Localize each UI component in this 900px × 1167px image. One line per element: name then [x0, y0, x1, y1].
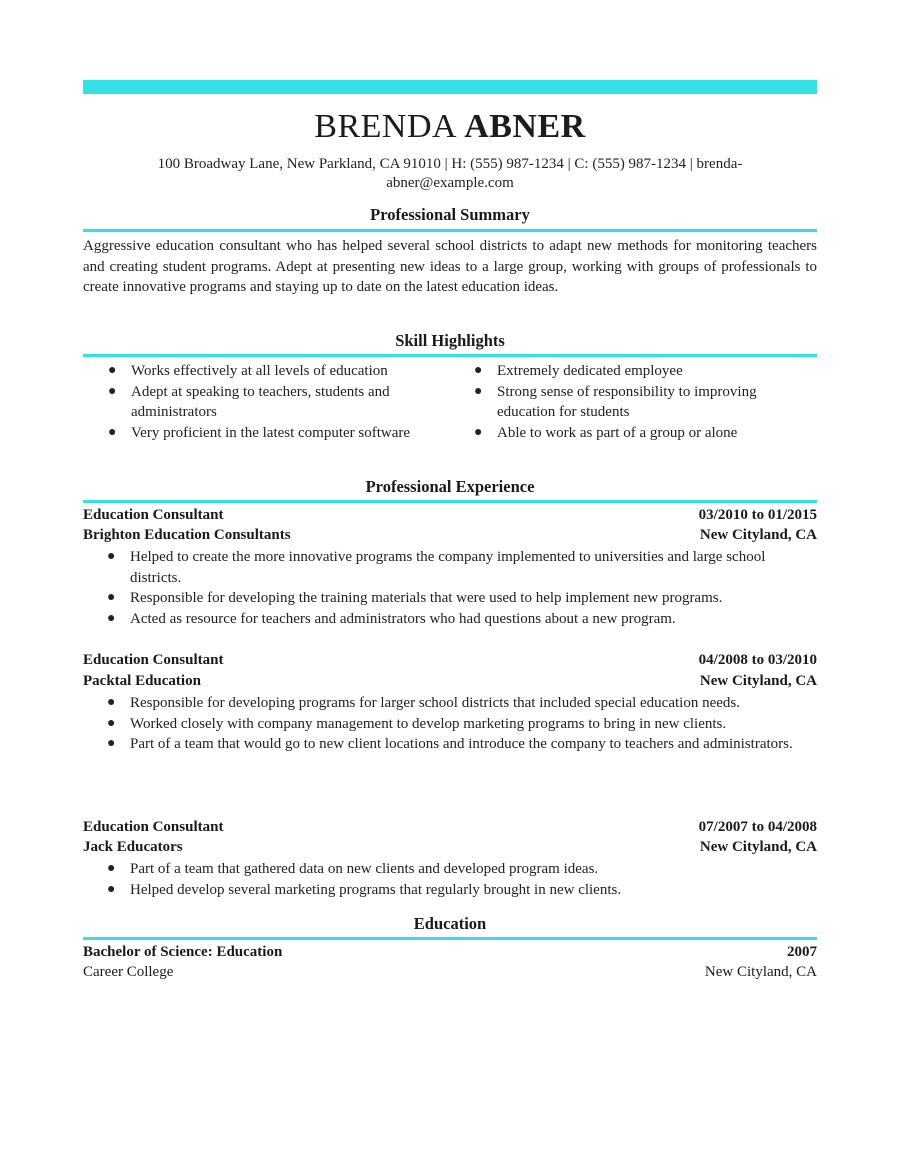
- education-school-row: [83, 964, 817, 984]
- job-company: Jack Educators: [83, 839, 183, 855]
- skills-list-left: [108, 361, 451, 443]
- job-company-row: [83, 839, 817, 859]
- bullet-icon: ●: [107, 861, 116, 876]
- job-company: Brighton Education Consultants: [83, 527, 291, 543]
- contact-line: abner@example.com: [386, 175, 514, 191]
- job-title: Education Consultant: [83, 507, 224, 523]
- list-item: ● Responsible for developing the training materials that were used to help implement new programs.: [130, 588, 810, 609]
- bullet-icon: ●: [107, 736, 116, 751]
- skills-heading: Skill Highlights: [395, 331, 505, 350]
- skill-item: ● Very proficient in the latest computer software: [131, 423, 451, 444]
- skill-item: ● Strong sense of responsibility to improving education for students: [474, 383, 757, 420]
- section-rule: [83, 937, 817, 940]
- bullet-icon: ●: [474, 383, 483, 399]
- bullet-icon: ●: [108, 424, 117, 440]
- job-bullets: [107, 693, 810, 755]
- summary-heading: Professional Summary: [370, 205, 530, 224]
- experience-heading: Professional Experience: [365, 477, 535, 496]
- job-company-row: [83, 673, 817, 693]
- bullet-icon: ●: [107, 715, 116, 731]
- skill-item: ● Works effectively at all levels of education: [131, 361, 451, 382]
- education-degree-row: [83, 944, 817, 964]
- job-title-row: [83, 819, 817, 839]
- list-item: ● Helped to create the more innovative programs the company implemented to universities and large school districts.: [107, 549, 766, 586]
- bullet-icon: ●: [108, 363, 117, 378]
- job-title: Education Consultant: [83, 652, 224, 668]
- accent-bar: [83, 80, 817, 94]
- degree: Bachelor of Science: Education: [83, 944, 283, 960]
- job-dates: 04/2008 to 03/2010: [698, 652, 817, 668]
- list-item: ● Responsible for developing programs for larger school districts that included special education needs.: [130, 693, 810, 714]
- list-item: ● Part of a team that would go to new client locations and introduce the company to teachers and administrators.: [130, 734, 810, 755]
- school-location: New Cityland, CA: [704, 964, 817, 980]
- section-rule: [83, 354, 817, 357]
- job-location: New Cityland, CA: [699, 673, 817, 689]
- bullet-icon: ●: [474, 424, 483, 440]
- contact-info: [108, 155, 792, 193]
- job-company-row: [83, 527, 817, 547]
- summary-text: Aggressive education consultant who has helped several school districts to adapt new methods for monitoring teachers and creating student programs. Adept at presenting new ideas to a large group, working with groups of professionals to create innovative programs and staying up to date on the latest education ideas.: [83, 238, 817, 295]
- graduation-year: 2007: [787, 944, 817, 960]
- school: Career College: [83, 964, 174, 980]
- section-rule: [83, 500, 817, 503]
- job-title-row: [83, 652, 817, 672]
- bullet-icon: ●: [107, 610, 116, 626]
- job-dates: 07/2007 to 04/2008: [698, 819, 817, 835]
- list-item: ● Acted as resource for teachers and administrators who had questions about a new program.: [130, 609, 810, 630]
- skill-item: ● Adept at speaking to teachers, students and administrators: [108, 383, 390, 420]
- job-dates: 03/2010 to 01/2015: [698, 507, 817, 523]
- list-item: ● Helped develop several marketing programs that regularly brought in new clients.: [130, 880, 810, 901]
- job-title-row: [83, 507, 817, 527]
- section-rule: [83, 229, 817, 232]
- job-location: New Cityland, CA: [699, 839, 817, 855]
- education-heading: Education: [413, 914, 487, 933]
- job-bullets: [107, 547, 810, 629]
- bullet-icon: ●: [474, 363, 483, 378]
- list-item: ● Part of a team that gathered data on new clients and developed program ideas.: [130, 859, 810, 880]
- job-location: New Cityland, CA: [699, 527, 817, 543]
- candidate-name: [0, 108, 900, 146]
- bullet-icon: ●: [108, 383, 117, 399]
- bullet-icon: ●: [107, 549, 116, 564]
- job-bullets: [107, 859, 810, 900]
- list-item: ● Worked closely with company management to develop marketing programs to bring in new clients.: [130, 714, 810, 735]
- job-company: Packtal Education: [83, 673, 201, 689]
- bullet-icon: ●: [107, 881, 116, 897]
- skill-item: ● Able to work as part of a group or alone: [497, 423, 807, 444]
- bullet-icon: ●: [107, 590, 116, 605]
- contact-line: 100 Broadway Lane, New Parkland, CA 91010 | H: (555) 987-1234 | C: (555) 987-1234 | brenda-: [157, 156, 743, 172]
- skills-list-right: [474, 361, 807, 443]
- skill-item: ● Extremely dedicated employee: [497, 361, 807, 382]
- job-title: Education Consultant: [83, 819, 224, 835]
- bullet-icon: ●: [107, 695, 116, 710]
- last-name: ABNER: [464, 108, 586, 145]
- first-name: BRENDA: [314, 108, 456, 145]
